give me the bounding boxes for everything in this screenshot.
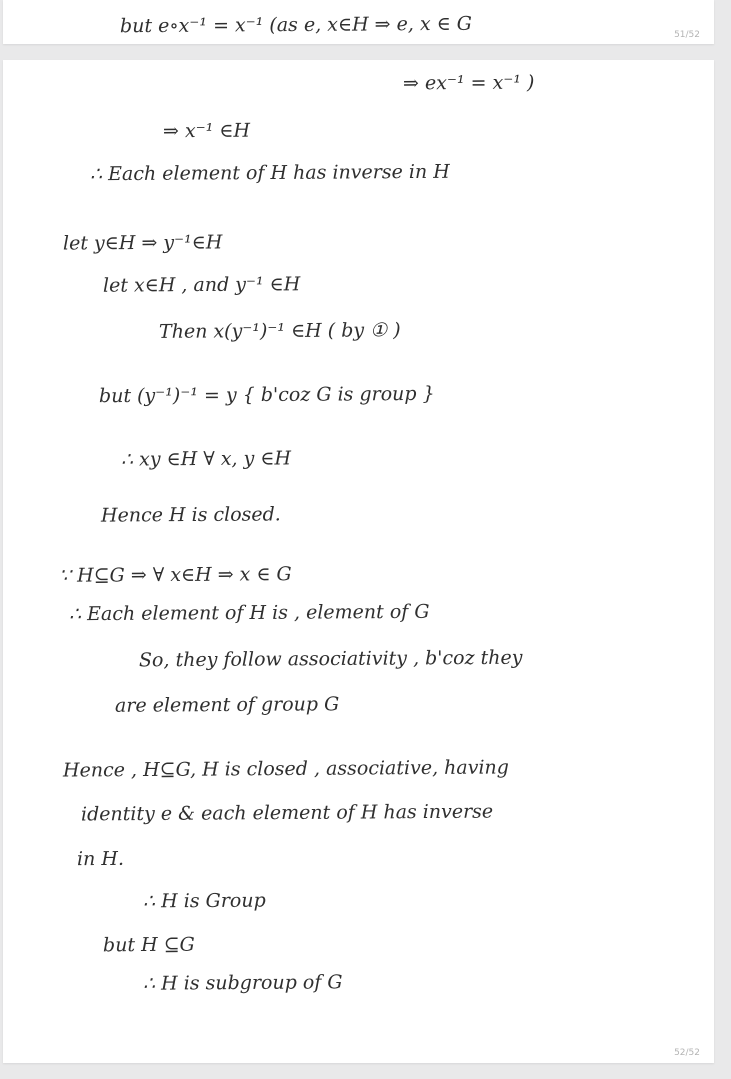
page-number: 52/52 [674, 1048, 700, 1058]
proof-line: Hence H is closed. [100, 503, 281, 527]
document-page-51 [3, 0, 714, 44]
proof-line: Then x(y⁻¹)⁻¹ ∈H ( by ① ) [158, 319, 401, 343]
proof-line: ∴ H is subgroup of G [142, 971, 343, 995]
proof-line: ∴ Each element of H is , element of G [68, 600, 430, 626]
proof-line: in H. [76, 847, 125, 871]
proof-line: but H ⊆G [102, 933, 195, 957]
proof-line: ∴ xy ∈H ∀ x, y ∈H [120, 447, 292, 471]
document-page-52 [3, 60, 714, 1063]
proof-line: ∵ H⊆G ⇒ ∀ x∈H ⇒ x ∈ G [58, 563, 292, 587]
proof-line: identity e & each element of H has inverse [80, 800, 494, 826]
proof-line: Hence , H⊆G, H is closed , associative, having [62, 756, 509, 782]
proof-line: ⇒ x⁻¹ ∈H [162, 119, 251, 143]
proof-line: but e∘x⁻¹ = x⁻¹ (as e, x∈H ⇒ e, x ∈ G [119, 12, 473, 38]
proof-line: ⇒ ex⁻¹ = x⁻¹ ) [402, 71, 535, 95]
proof-line: So, they follow associativity , b'coz they [138, 646, 523, 672]
proof-line: let x∈H , and y⁻¹ ∈H [102, 273, 301, 297]
proof-line: let y∈H ⇒ y⁻¹∈H [62, 231, 223, 255]
proof-line: ∴ H is Group [142, 889, 266, 913]
proof-line: but (y⁻¹)⁻¹ = y { b'coz G is group } [98, 382, 435, 408]
proof-line: ∴ Each element of H has inverse in H [89, 160, 450, 186]
proof-line: are element of group G [114, 693, 340, 717]
page-number: 51/52 [674, 30, 700, 40]
